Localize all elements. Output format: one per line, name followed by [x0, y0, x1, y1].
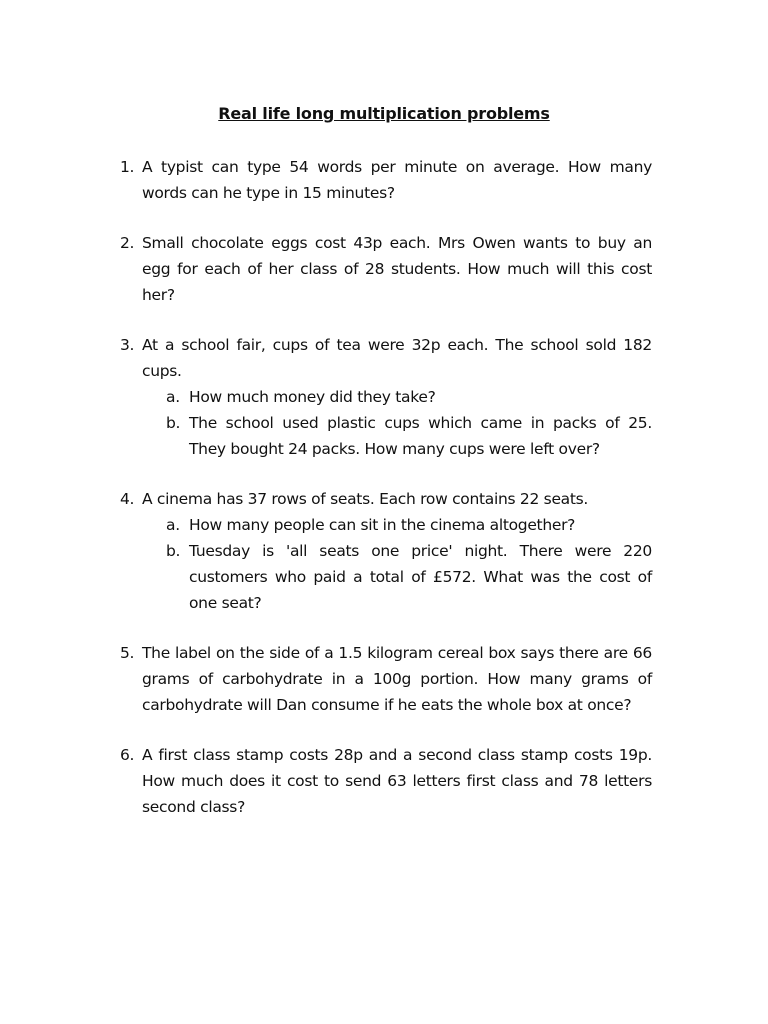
subpart-list: [166, 512, 652, 616]
subpart-letter: a.: [166, 516, 180, 534]
problem-1: [120, 154, 652, 206]
subpart-letter: b.: [166, 414, 181, 432]
problem-6: [120, 742, 652, 820]
subpart-b: [166, 410, 652, 462]
problem-text: Small chocolate eggs cost 43p each. Mrs Owen wants to buy an egg for each of her class of 28 students. How much will this cost her?: [142, 234, 652, 304]
problem-text: A cinema has 37 rows of seats. Each row contains 22 seats.: [142, 490, 589, 508]
subpart-text: How many people can sit in the cinema altogether?: [189, 516, 576, 534]
subpart-letter: a.: [166, 388, 180, 406]
problem-number: 4.: [120, 490, 135, 508]
subpart-letter: b.: [166, 542, 181, 560]
subpart-text: The school used plastic cups which came in packs of 25. They bought 24 packs. How many cups were left over?: [189, 414, 652, 458]
problem-list: [120, 154, 652, 820]
problem-4: [120, 486, 652, 616]
problem-text: The label on the side of a 1.5 kilogram cereal box says there are 66 grams of carbohydrate in a 100g portion. How many grams of carbohydrate will Dan consume if he eats the whole box at once?: [142, 644, 652, 714]
subpart-a: [166, 512, 652, 538]
problem-2: [120, 230, 652, 308]
subpart-text: Tuesday is 'all seats one price' night. There were 220 customers who paid a total of £572. What was the cost of one seat?: [189, 542, 652, 612]
subpart-a: [166, 384, 652, 410]
problem-5: [120, 640, 652, 718]
problem-number: 3.: [120, 336, 135, 354]
problem-text: A typist can type 54 words per minute on average. How many words can he type in 15 minutes?: [142, 158, 652, 202]
subpart-b: [166, 538, 652, 616]
problem-number: 2.: [120, 234, 135, 252]
worksheet-title: Real life long multiplication problems: [218, 104, 550, 123]
problem-number: 6.: [120, 746, 135, 764]
problem-text: At a school fair, cups of tea were 32p each. The school sold 182 cups.: [142, 336, 652, 380]
problem-number: 1.: [120, 158, 135, 176]
subpart-text: How much money did they take?: [189, 388, 436, 406]
problem-text: A first class stamp costs 28p and a second class stamp costs 19p. How much does it cost to send 63 letters first class and 78 letters second class?: [142, 746, 652, 816]
subpart-list: [166, 384, 652, 462]
problem-3: [120, 332, 652, 462]
problem-number: 5.: [120, 644, 135, 662]
